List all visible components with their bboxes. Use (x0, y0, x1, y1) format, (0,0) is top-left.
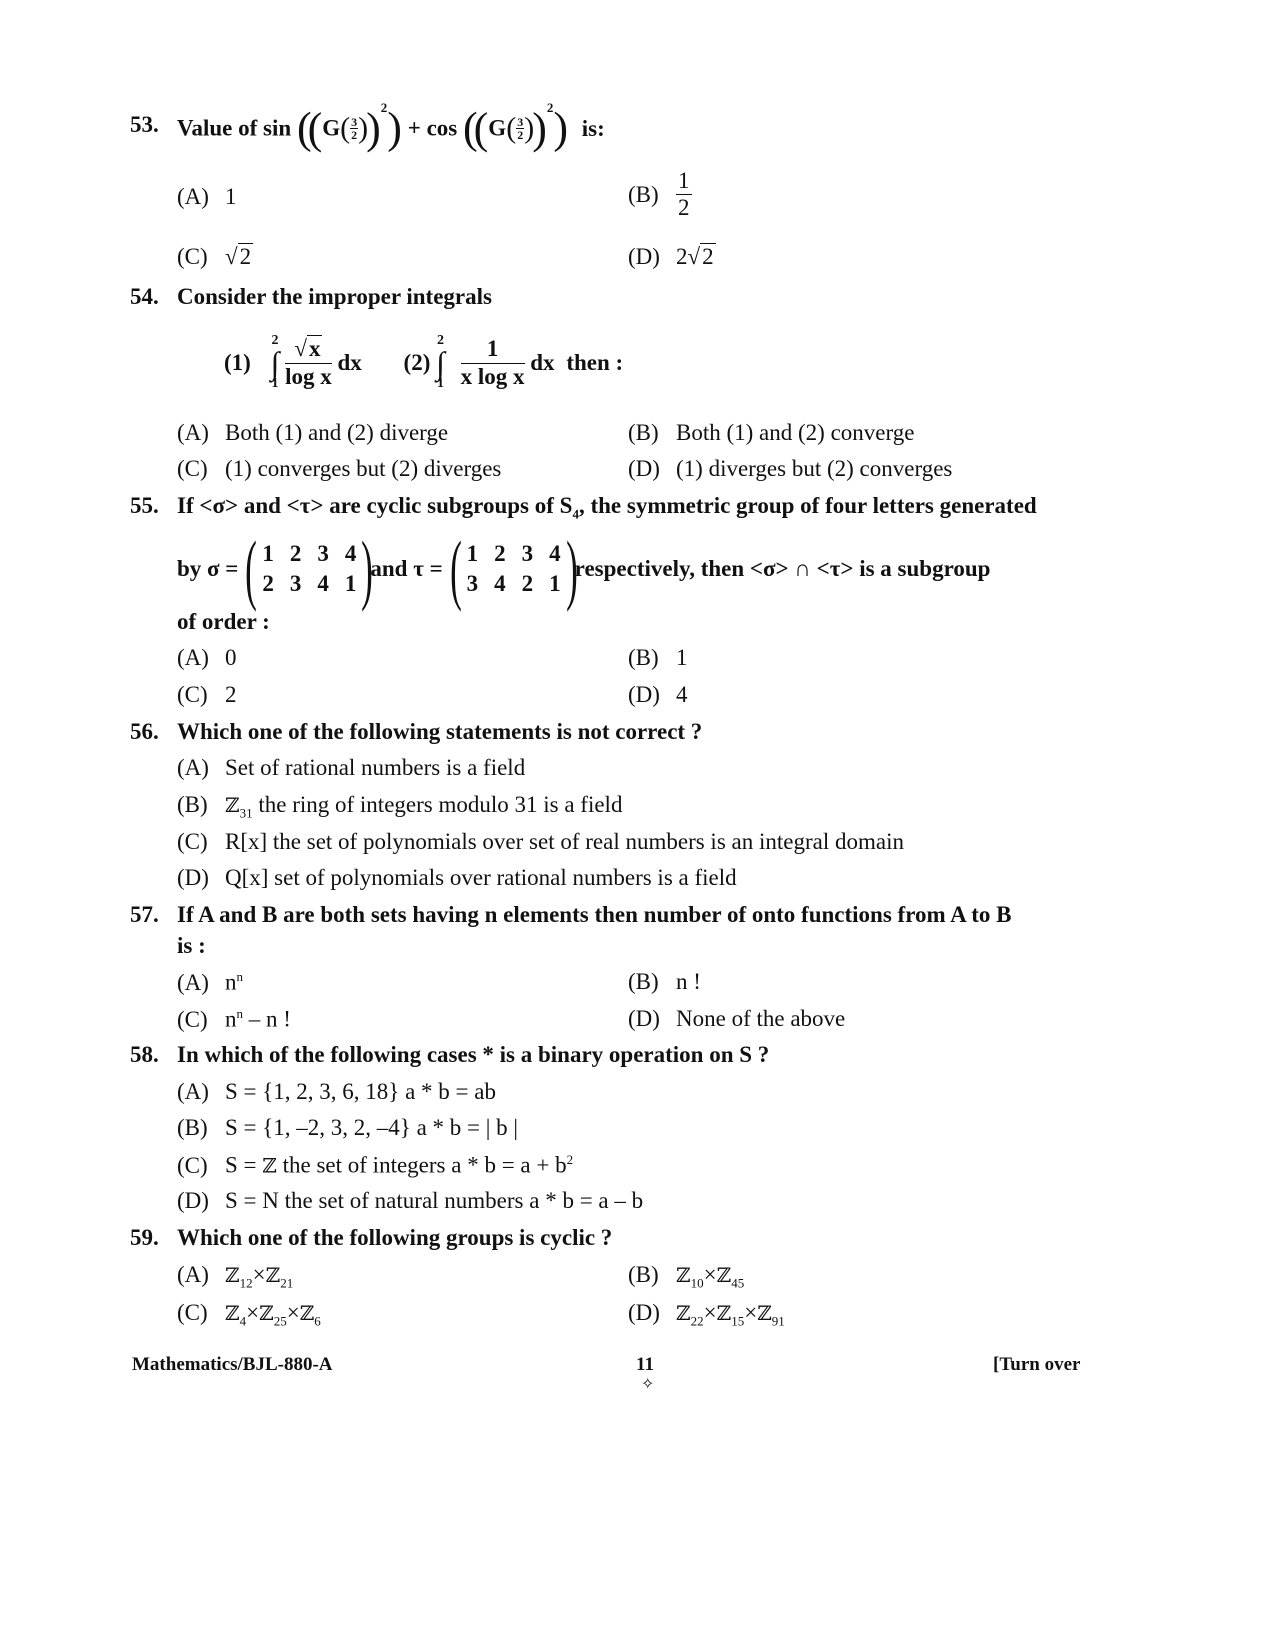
question-57-line2: is : (177, 933, 206, 958)
q53-suffix: is: (581, 115, 605, 141)
q53-option-b-fraction: $\frac{1}{2}$ (678, 168, 690, 221)
q59-option-a[interactable]: (A) ℤ$_{12}$×ℤ$_{21}$ (177, 1262, 294, 1291)
q57-option-b[interactable]: (B) n ! (628, 969, 701, 994)
tau-label: and τ = (370, 556, 443, 581)
q53-prefix: Value of sin (177, 115, 292, 141)
question-59-number: 59. (130, 1225, 159, 1250)
footer-paper-code: Mathematics/BJL-880-A (132, 1354, 333, 1375)
q57-option-d[interactable]: (D) None of the above (628, 1006, 846, 1031)
question-59-text: Which one of the following groups is cyclic ? (177, 1225, 613, 1250)
page-number: 11 (636, 1354, 654, 1375)
q54-integrals: (1) 2 ∫ 1 $\frac{√x}{\text{log x}}$ dx (2) 2 ∫ 1 $\frac{1}{\text{x log x}}$ dx then : (224, 333, 624, 392)
integral-1-label: (1) (224, 350, 251, 376)
q59-option-d[interactable]: (D) ℤ$_{22}$×ℤ$_{15}$×ℤ$_{91}$ (628, 1300, 785, 1329)
q58-option-d[interactable]: (D) S = N the set of natural numbers a * b = a – b (177, 1188, 644, 1213)
question-55-number: 55. (130, 493, 159, 518)
q55-option-b[interactable]: (B) 1 (628, 645, 688, 670)
q55-option-a[interactable]: (A) 0 (177, 645, 237, 670)
question-53-text: Value of sin ((G( $\frac{3}{2}$ ))$^2$) + cos ((G( $\frac{3}{2}$ ))$^2$) is: (177, 100, 605, 153)
q53-option-c[interactable]: (C) √2 (177, 244, 252, 269)
q54-option-a[interactable]: (A) Both (1) and (2) diverge (177, 420, 449, 445)
q53-mid: cos (426, 115, 458, 141)
integral-1-fraction: $\frac{√x}{\text{log x}}$ (285, 336, 332, 389)
integral-2-fraction: $\frac{1}{\text{x log x}}$ (460, 336, 525, 389)
question-56-number: 56. (130, 719, 159, 744)
question-58-text: In which of the following cases * is a binary operation on S ? (177, 1042, 770, 1067)
q53-option-a[interactable]: (A) 1 (177, 184, 237, 209)
question-55-line3: of order : (177, 609, 270, 634)
q56-option-a[interactable]: (A) Set of rational numbers is a field (177, 755, 526, 780)
question-55-line1: If <σ> and <τ> are cyclic subgroups of $S_4$, the symmetric group of four letters generated (177, 493, 1037, 522)
q53-option-b[interactable]: (B) $\frac{1}{2}$ (628, 168, 690, 221)
q54-option-d[interactable]: (D) (1) diverges but (2) converges (628, 456, 953, 481)
star-mark-icon: ✧ (641, 1376, 655, 1393)
question-54-number: 54. (130, 284, 159, 309)
q59-option-c[interactable]: (C) ℤ$_4$×ℤ$_{25}$×ℤ$_6$ (177, 1300, 321, 1329)
q56-option-b[interactable]: (B) ℤ$_{31}$ the ring of integers modulo 31 is a field (177, 792, 623, 821)
q58-option-c[interactable]: (C) S = ℤ the set of integers $a * b = a + b^2$ (177, 1152, 574, 1178)
q56-option-d[interactable]: (D) Q[x] set of polynomials over rational numbers is a field (177, 865, 737, 890)
q53-option-d[interactable]: (D) 2√2 (628, 244, 714, 269)
q55-option-d[interactable]: (D) 4 (628, 682, 688, 707)
question-58-number: 58. (130, 1042, 159, 1067)
integral-2-label: (2) (403, 350, 431, 376)
q57-option-c[interactable]: (C) $n^n$ – n ! (177, 1006, 291, 1032)
q55-option-c[interactable]: (C) 2 (177, 682, 237, 707)
turn-over-label: [Turn over (993, 1354, 1081, 1375)
question-57-number: 57. (130, 902, 159, 927)
q53-frac: $\frac{3}{2}$ (351, 115, 358, 143)
question-55-line2: by σ =( 1 2 3 4 2 3 4 1 )and τ =( 1 2 3 4 3 4 2 1 )respectively, then <σ> ∩ <τ> is a subgroup (177, 525, 991, 612)
q58-option-a[interactable]: (A) S = {1, 2, 3, 6, 18} a * b = ab (177, 1079, 496, 1104)
sigma-label: by σ = (177, 556, 239, 581)
question-57-line1: If A and B are both sets having n elements then number of onto functions from A to B (177, 902, 1012, 927)
q54-option-c[interactable]: (C) (1) converges but (2) diverges (177, 456, 502, 481)
q53-func: G (322, 115, 341, 141)
q56-option-c[interactable]: (C) R[x] the set of polynomials over set of real numbers is an integral domain (177, 829, 904, 854)
sigma-matrix: 1 2 3 4 2 3 4 1 (262, 541, 357, 596)
question-54-text: Consider the improper integrals (177, 284, 492, 309)
q59-option-b[interactable]: (B) ℤ$_{10}$×ℤ$_{45}$ (628, 1262, 745, 1291)
question-56-text: Which one of the following statements is not correct ? (177, 719, 703, 744)
q57-option-a[interactable]: (A) $n^n$ (177, 969, 243, 995)
tau-matrix: 1 2 3 4 3 4 2 1 (466, 541, 561, 596)
q54-option-b[interactable]: (B) Both (1) and (2) converge (628, 420, 915, 445)
integral-1-sign: 2 ∫ 1 (270, 333, 280, 392)
q58-option-b[interactable]: (B) S = {1, –2, 3, 2, –4} a * b = | b | (177, 1115, 518, 1140)
integral-2-sign: 2 ∫ 1 (436, 333, 445, 392)
question-53-number: 53. (130, 112, 159, 137)
